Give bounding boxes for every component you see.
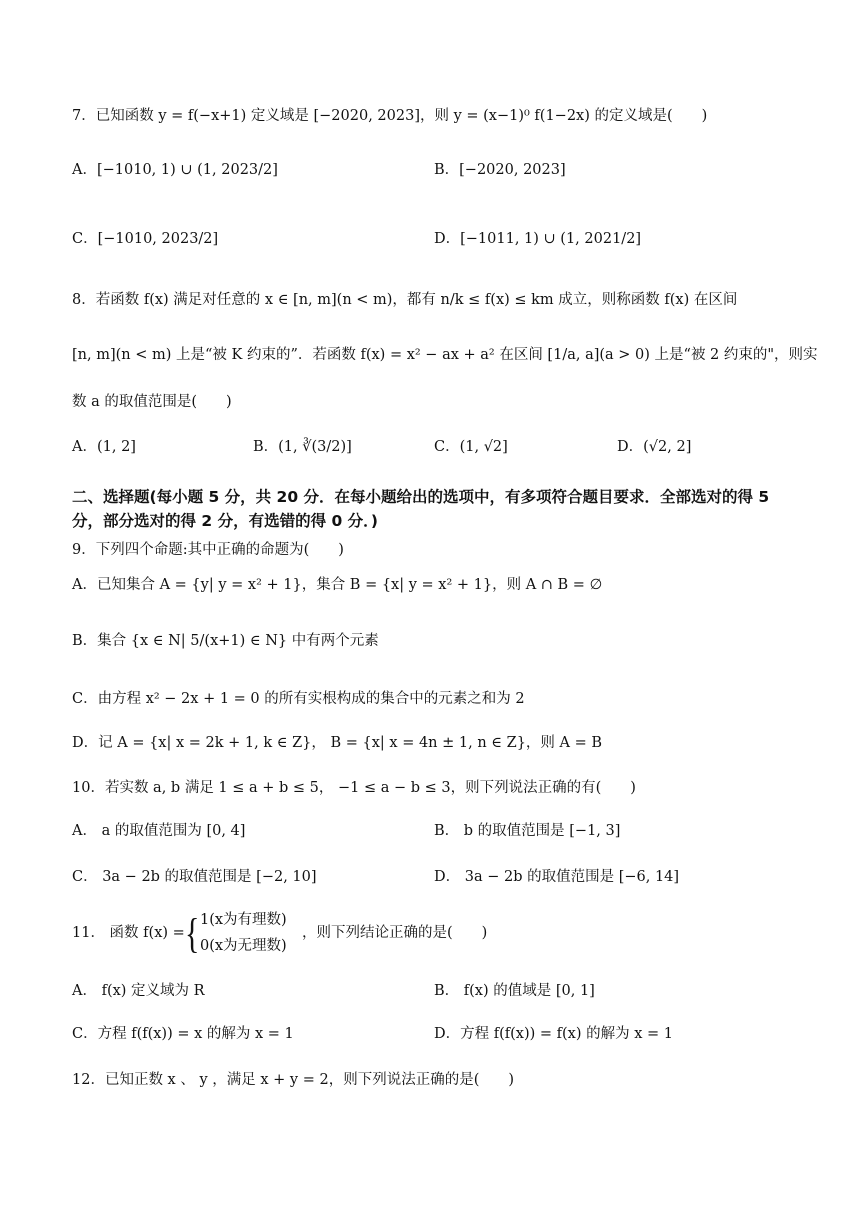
q10-option-d: D． 3a − 2b 的取值范围是 [−6, 14] bbox=[434, 869, 680, 885]
q7-option-d: D．[−1011, 1) ∪ (1, 2021/2] bbox=[434, 231, 642, 247]
q10-stem: 10．若实数 a, b 满足 1 ≤ a + b ≤ 5， −1 ≤ a − b ≤ 3，则下列说法正确的有( ) bbox=[72, 780, 636, 796]
q11-case2: 0(x为无理数) bbox=[200, 938, 287, 954]
q9-option-c: C．由方程 x² − 2x + 1 = 0 的所有实根构成的集合中的元素之和为 2 bbox=[72, 691, 525, 707]
q11-option-c: C．方程 f(f(x)) = x 的解为 x = 1 bbox=[72, 1026, 294, 1042]
q12-stem: 12．已知正数 x 、 y ，满足 x + y = 2，则下列说法正确的是( ) bbox=[72, 1072, 515, 1088]
q7-option-c: C．[−1010, 2023/2] bbox=[72, 231, 219, 247]
q10-option-b: B． b 的取值范围是 [−1, 3] bbox=[434, 823, 621, 839]
q11-stem-prefix: 11． 函数 f(x) = bbox=[72, 925, 185, 941]
q11-option-a: A． f(x) 定义域为 R bbox=[72, 983, 205, 999]
q7-stem: 7．已知函数 y = f(−x+1) 定义域是 [−2020, 2023]，则 y = (x−1)⁰ f(1−2x) 的定义域是( ) bbox=[72, 108, 708, 124]
q9-option-b: B．集合 {x ∈ N| 5/(x+1) ∈ N} 中有两个元素 bbox=[72, 633, 379, 649]
q9-option-d: D．记 A = {x| x = 2k + 1, k ∈ Z}， B = {x| x = 4n ± 1, n ∈ Z}，则 A = B bbox=[72, 735, 603, 751]
q7-option-b: B．[−2020, 2023] bbox=[434, 162, 566, 178]
q8-stem-line1: 8．若函数 f(x) 满足对任意的 x ∈ [n, m](n < m)，都有 n/k ≤ f(x) ≤ km 成立，则称函数 f(x) 在区间 bbox=[72, 292, 738, 308]
q9-stem: 9．下列四个命题:其中正确的命题为( ) bbox=[72, 542, 344, 558]
q9-option-a: A．已知集合 A = {y| y = x² + 1}，集合 B = {x| y = x² + 1}，则 A ∩ B = ∅ bbox=[72, 577, 603, 593]
q8-option-c: C．(1, √2] bbox=[434, 439, 508, 455]
q10-option-c: C． 3a − 2b 的取值范围是 [−2, 10] bbox=[72, 869, 317, 885]
q10-option-a: A． a 的取值范围为 [0, 4] bbox=[72, 823, 246, 839]
q11-option-b: B． f(x) 的值域是 [0, 1] bbox=[434, 983, 595, 999]
q8-stem-line2: [n, m](n < m) 上是“被 K 约束的”．若函数 f(x) = x² − ax + a² 在区间 [1/a, a](a > 0) 上是“被 2 约束的"，则实 bbox=[72, 347, 818, 363]
section-heading: 二、选择题(每小题 5 分，共 20 分．在每小题给出的选项中，有多项符合题目要求．全部选对的得 5 分，部分选对的得 2 分，有选错的得 0 分．) bbox=[72, 488, 770, 530]
q8-stem-line3: 数 a 的取值范围是( ) bbox=[72, 394, 232, 410]
q8-option-d: D．(√2, 2] bbox=[617, 439, 692, 455]
q8-option-a: A．(1, 2] bbox=[72, 439, 136, 455]
q11-option-d: D．方程 f(f(x)) = f(x) 的解为 x = 1 bbox=[434, 1026, 673, 1042]
q11-case1: 1(x为有理数) bbox=[200, 912, 287, 928]
q11-stem-suffix: ，则下列结论正确的是( ) bbox=[302, 925, 488, 941]
q7-option-a: A．[−1010, 1) ∪ (1, 2023/2] bbox=[72, 162, 278, 178]
q8-option-b: B．(1, ∛(3/2)] bbox=[253, 439, 352, 455]
q11-brace: { bbox=[185, 911, 200, 958]
